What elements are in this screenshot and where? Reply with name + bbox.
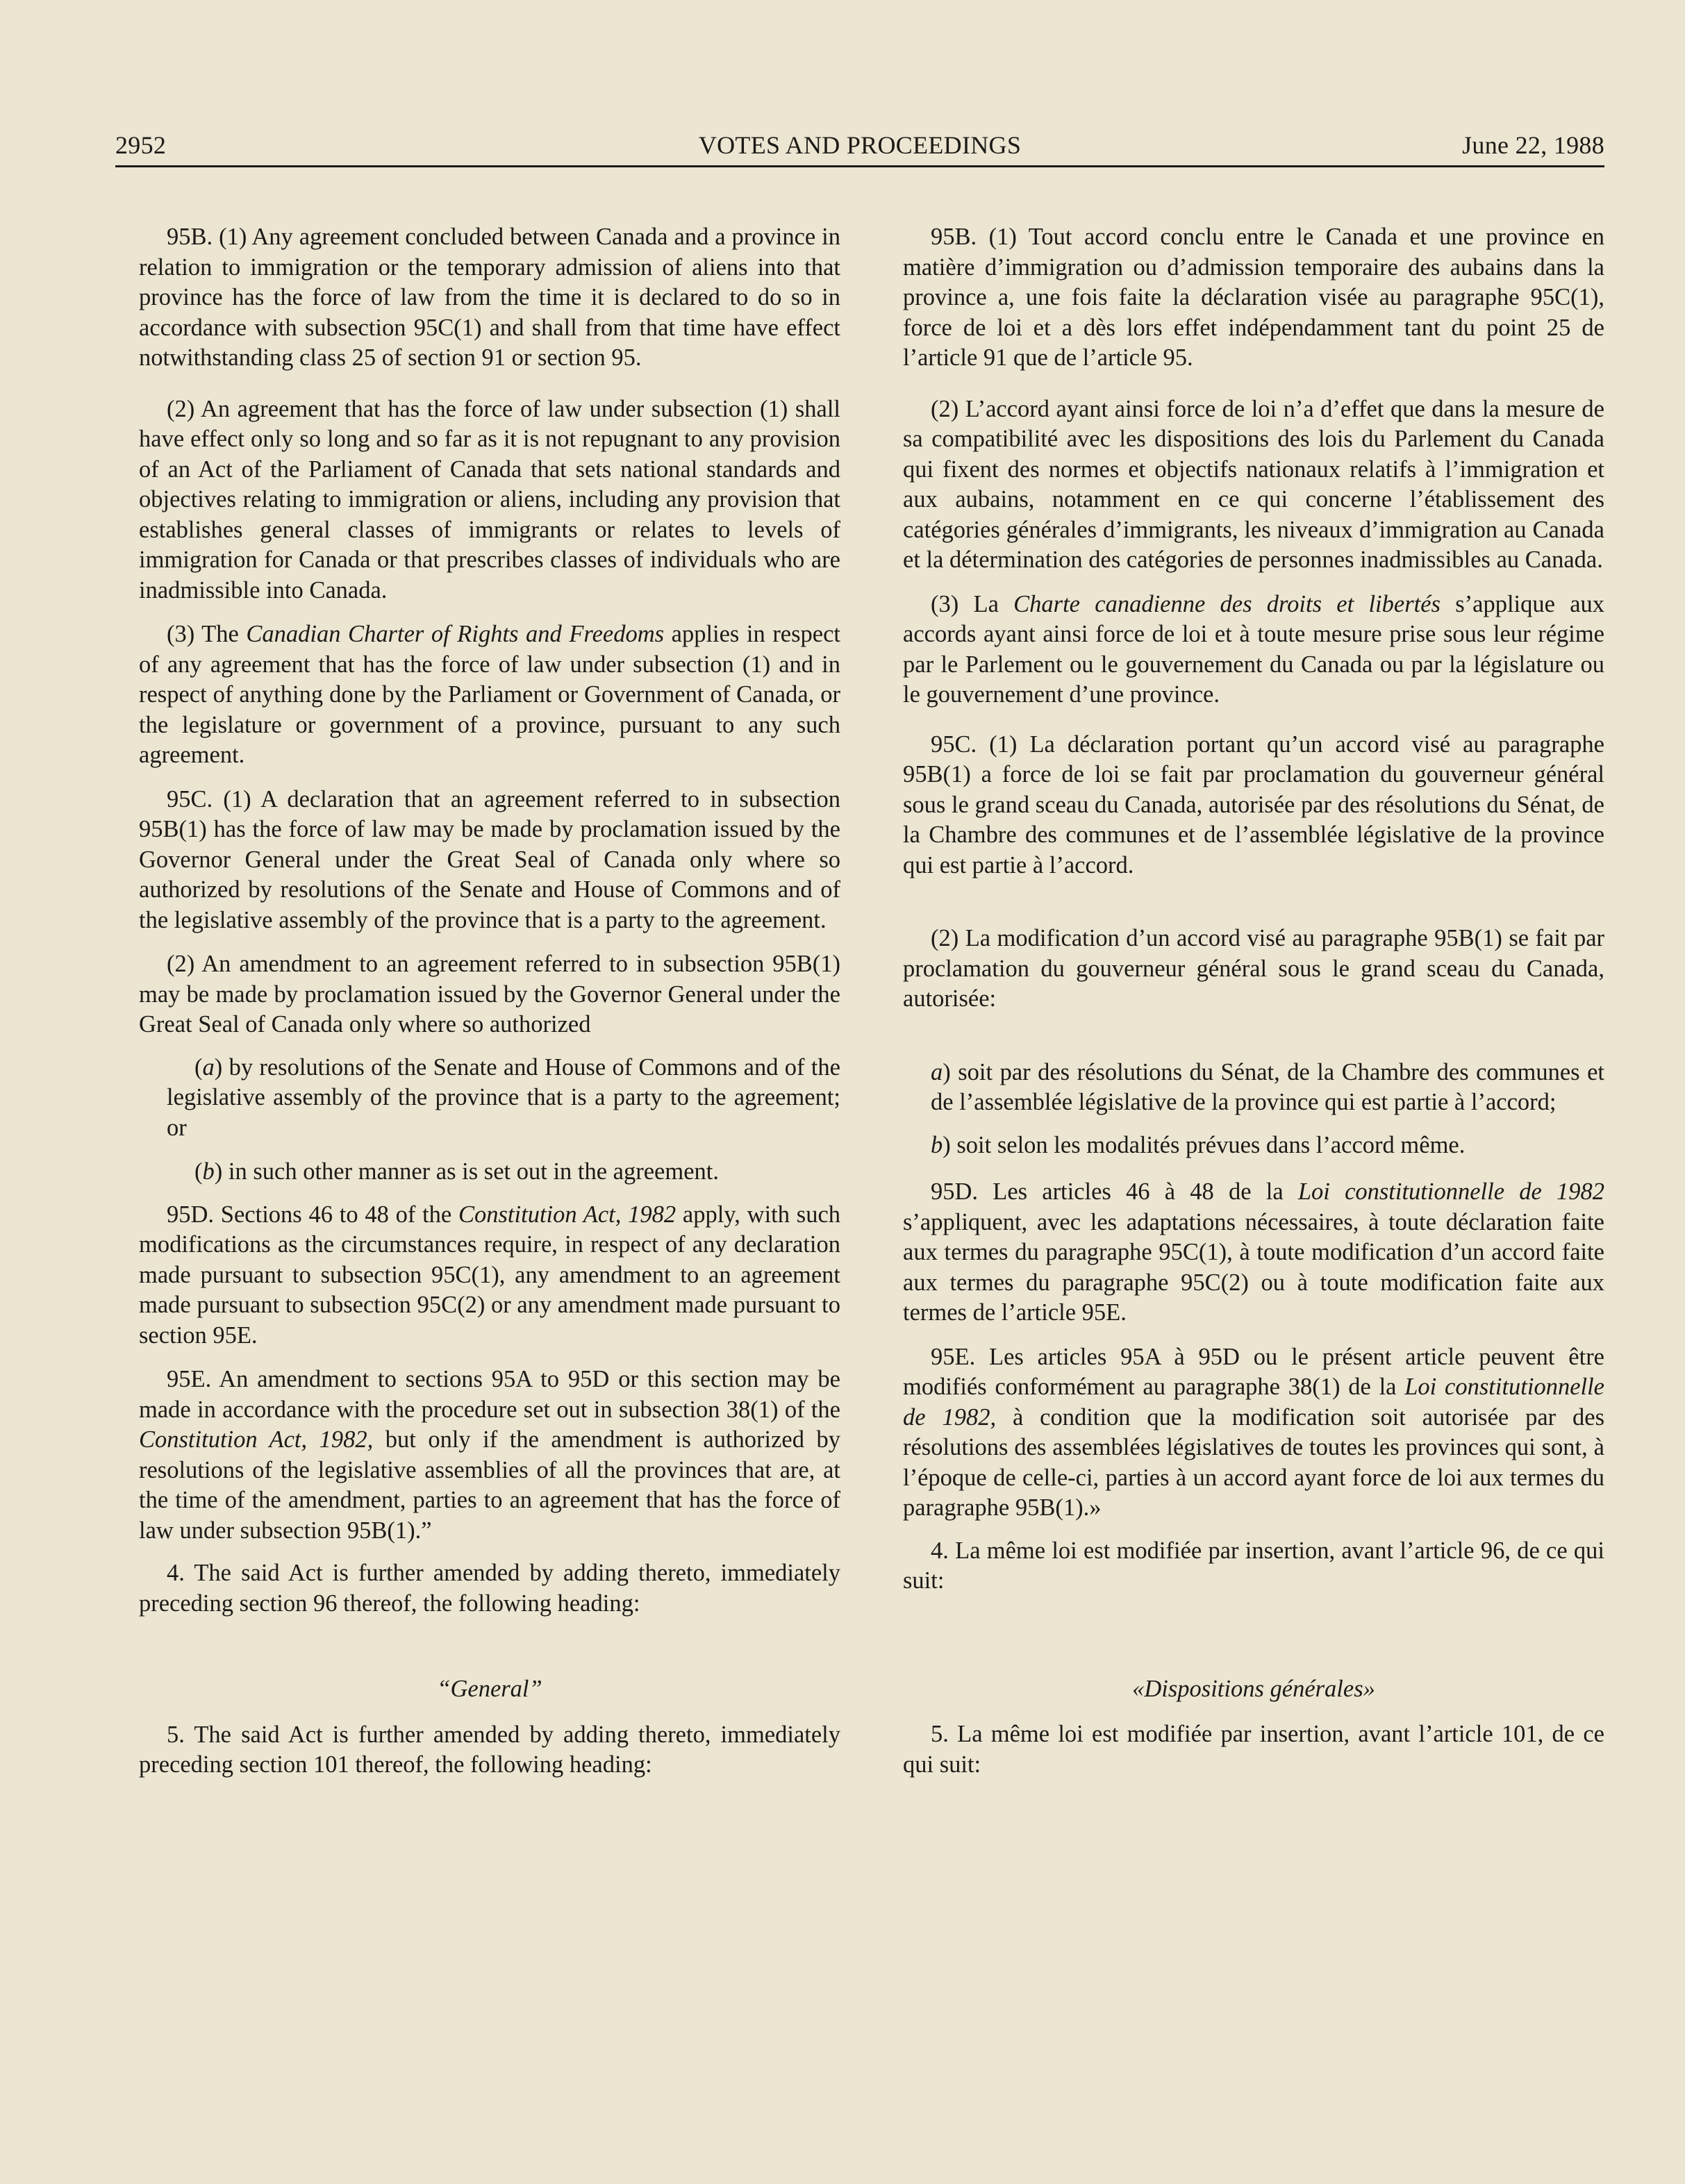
- en-section-95b-2: (2) An agreement that has the force of law under subsection (1) shall have effect only so long and so far as it is not repugnant to any provision of an Act of the Parliament of Canada that sets national standards and objectives relating to immigration or aliens, including any provision that establishes general classes of immigrants or relates to levels of immigration for Canada or that prescribes classes of individuals who are inadmissible into Canada.: [139, 395, 840, 603]
- en-95b-3-post: applies in respect of any agreement that has the force of law under subsection (1) and in respect of anything done by the Parliament or Government of Canada, or the legislature or government of a province, pursuant to any such agreement.: [139, 621, 841, 768]
- fr-section-95c-1: 95C. (1) La déclaration portant qu’un accord visé au paragraphe 95B(1) a force de loi se fait par proclamation du gouverneur général sous le grand sceau du Canada, autorisée par des résolutions du Sénat, de la Chambre des communes et de l’assemblée législative de la province qui est partie à l’accord.: [903, 731, 1604, 878]
- en-section-95b-3: [139, 619, 840, 771]
- en-95e-post: but only if the amendment is authorized by resolutions of the legislative assemblies of all the provinces that are, at the time of the amendment, parties to an agreement that has the force of law under subsection 95B(1).”: [139, 1426, 840, 1544]
- fr-95c-2a-label: a: [931, 1058, 943, 1085]
- en-section-95c-2b: (b) in such other manner as is set out in the agreement.: [194, 1158, 719, 1185]
- fr-section-95b-2: (2) L’accord ayant ainsi force de loi n’a d’effet que dans la mesure de sa compatibilité avec les dispositions des lois du Parlement du Canada qui fixent des normes et objectifs nationaux relatifs à l’immigration et aux aubains, notamment en ce qui concerne l’établissement des catégories générales d’immigrants, les niveaux d’immigration au Canada et la détermination des catégories de personnes inadmissibles au Canada.: [903, 395, 1604, 573]
- fr-clause-5: 5. La même loi est modifiée par insertion, avant l’article 101, de ce qui suit:: [903, 1721, 1604, 1778]
- en-section-95c-2: (2) An amendment to an agreement referred to in subsection 95B(1) may be made by proclamation issued by the Governor General under the Great Seal of Canada only where so authorized: [139, 951, 840, 1037]
- en-95d-pre: 95D. Sections 46 to 48 of the: [167, 1201, 452, 1228]
- header-rule: [115, 165, 1604, 167]
- en-section-95d: [139, 1200, 840, 1351]
- running-title: VOTES AND PROCEEDINGS: [698, 131, 1022, 159]
- fr-95c-2a-text: soit par des résolutions du Sénat, de la Chambre des communes et de l’assemblée législative de la province qui est partie à l’accord;: [931, 1058, 1604, 1115]
- fr-95b-3-pre: (3) La: [931, 590, 999, 617]
- fr-95b-3-post: s’applique aux accords ayant ainsi force de loi et à toute mesure prise sous leur régime par le Parlement ou le gouvernement du Canada ou par la législature ou le gouvernement d’une province.: [903, 590, 1605, 708]
- fr-section-95b-1: 95B. (1) Tout accord conclu entre le Canada et une province en matière d’immigration ou d’admission temporaire des aubains dans la province a, une fois faite la déclaration visée au paragraphe 95C(1), force de loi et a dès lors effet indépendamment tant du point 25 de l’article 91 que de l’article 95.: [903, 224, 1604, 371]
- en-95c-2a-text: by resolutions of the Senate and House of Commons and of the legislative assembly of the province that is a party to the agreement; or: [167, 1053, 840, 1141]
- en-95c-2b-text: in such other manner as is set out in the agreement.: [228, 1158, 719, 1185]
- fr-95d-post: s’appliquent, avec les adaptations nécessaires, à toute déclaration faite aux termes du paragraphe 95C(1), à toute modification d’un accord faite aux termes du paragraphe 95C(2) ou à toute modification faite aux termes de l’article 95E.: [903, 1208, 1604, 1326]
- en-section-95c-2a: (a) by resolutions of the Senate and House of Commons and of the legislative assembly of the province that is a party to the agreement; or: [167, 1053, 840, 1141]
- fr-section-95e: [903, 1342, 1604, 1524]
- fr-95d-pre: 95D. Les articles 46 à 48 de la: [931, 1178, 1284, 1205]
- fr-heading-general: «Dispositions générales»: [1132, 1675, 1375, 1702]
- en-section-95e: [139, 1365, 840, 1546]
- en-clause-4: 4. The said Act is further amended by adding thereto, immediately preceding section 96 thereof, the following heading:: [139, 1560, 840, 1617]
- en-section-95c-1: 95C. (1) A declaration that an agreement referred to in subsection 95B(1) has the force of law may be made by proclamation issued by the Governor General under the Great Seal of Canada only where so authorized by resolutions of the Senate and House of Commons and of the legislative assembly of the province that is a party to the agreement.: [139, 785, 840, 933]
- fr-95e-act: Loi constitutionnelle de 1982,: [903, 1374, 1604, 1431]
- en-95e-act: Constitution Act, 1982,: [139, 1426, 374, 1453]
- fr-95d-act: Loi constitutionnelle de 1982: [1297, 1178, 1604, 1205]
- en-95c-2b-label: b: [202, 1158, 215, 1185]
- en-95b-3-pre: (3) The: [167, 621, 239, 647]
- fr-95c-2b-text: soit selon les modalités prévues dans l’accord même.: [956, 1131, 1466, 1158]
- page-header: [115, 124, 1604, 165]
- fr-section-95c-2b: b) soit selon les modalités prévues dans l’accord même.: [931, 1131, 1466, 1158]
- fr-95c-2b-label: b: [931, 1131, 943, 1158]
- en-clause-5: 5. The said Act is further amended by adding thereto, immediately preceding section 101 thereof, the following heading:: [139, 1721, 840, 1778]
- page-number: 2952: [115, 131, 167, 159]
- en-95e-pre: 95E. An amendment to sections 95A to 95D or this section may be made in accordance with the procedure set out in subsection 38(1) of the: [139, 1366, 840, 1423]
- fr-95e-post: à condition que la modification soit autorisée par des résolutions des assemblées législatives de toutes les provinces qui sont, à l’époque de celle-ci, parties à un accord ayant force de loi aux termes du paragraphe 95B(1).»: [903, 1403, 1604, 1521]
- fr-section-95d: [903, 1177, 1604, 1328]
- en-95d-act: Constitution Act, 1982: [458, 1201, 677, 1228]
- en-charter-title: Canadian Charter of Rights and Freedoms: [246, 621, 665, 647]
- fr-95e-pre: 95E. Les articles 95A à 95D ou le présent article peuvent être modifiés conformément au paragraphe 38(1) de la: [903, 1343, 1604, 1400]
- en-section-95b-1: 95B. (1) Any agreement concluded between Canada and a province in relation to immigration or the temporary admission of aliens into that province has the force of law from the time it is declared to do so in accordance with subsection 95C(1) and shall from that time have effect notwithstanding class 25 of section 91 or section 95.: [139, 224, 840, 371]
- en-95c-2a-label: a: [202, 1053, 215, 1081]
- fr-clause-4: 4. La même loi est modifiée par insertion, avant l’article 96, de ce qui suit:: [903, 1537, 1604, 1594]
- page-date: June 22, 1988: [1462, 131, 1604, 159]
- en-95d-post: apply, with such modifications as the circumstances require, in respect of any declaration made pursuant to subsection 95C(1), any amendment to an agreement made pursuant to subsection 95C(2) or any amendment made pursuant to section 95E.: [139, 1201, 841, 1349]
- fr-charter-title: Charte canadienne des droits et libertés: [1013, 590, 1441, 617]
- fr-section-95c-2a: a) soit par des résolutions du Sénat, de la Chambre des communes et de l’assemblée législative de la province qui est partie à l’accord;: [931, 1058, 1604, 1115]
- fr-section-95b-3: [903, 590, 1604, 710]
- en-heading-general: “General”: [437, 1676, 542, 1702]
- fr-section-95c-2: (2) La modification d’un accord visé au paragraphe 95B(1) se fait par proclamation du gouverneur général sous le grand sceau du Canada, autorisée:: [903, 925, 1604, 1012]
- french-column: [903, 222, 1604, 1780]
- english-column: [139, 222, 840, 1781]
